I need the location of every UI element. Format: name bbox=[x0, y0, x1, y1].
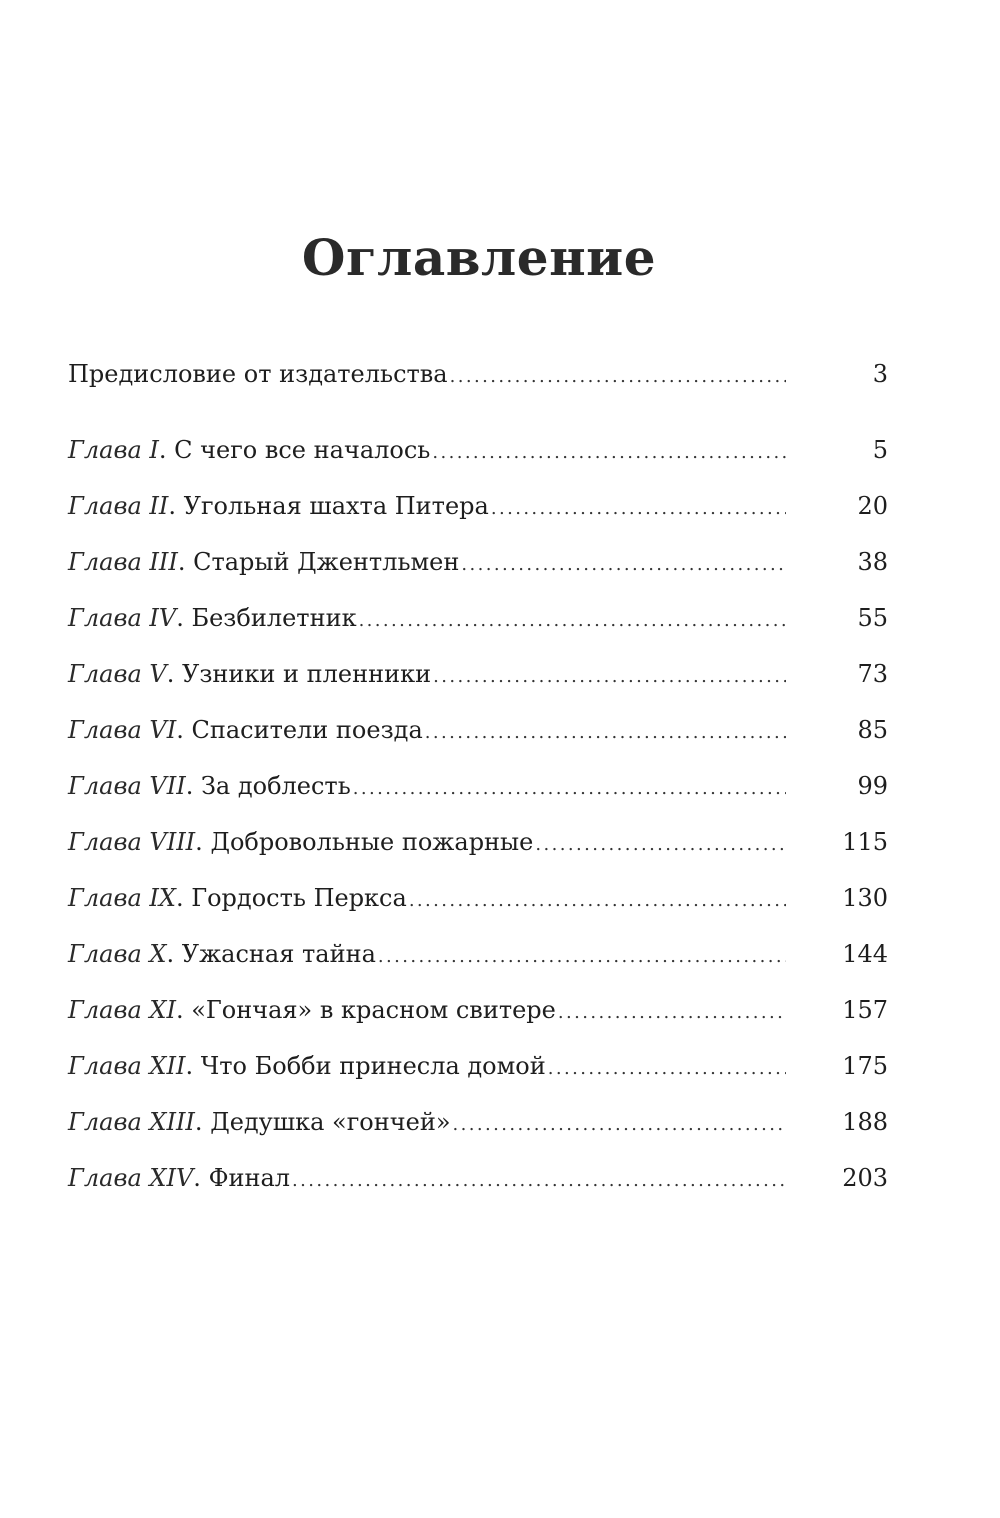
toc-page-number: 203 bbox=[842, 1164, 888, 1192]
toc-entry-chapter bbox=[68, 758, 888, 814]
chapter-title: Угольная шахта Питера bbox=[183, 492, 489, 520]
toc-entry-preface bbox=[68, 346, 888, 422]
chapter-title: Ужасная тайна bbox=[181, 940, 376, 968]
toc-page-number: 3 bbox=[872, 360, 888, 388]
toc-entry-title: Глава XIII. Дедушка «гончей» bbox=[68, 1108, 451, 1136]
toc-entry-chapter bbox=[68, 982, 888, 1038]
dot-leader bbox=[353, 761, 786, 817]
toc-entry-title: Глава VI. Спасители поезда bbox=[68, 716, 423, 744]
chapter-title: Гордость Перкса bbox=[191, 884, 407, 912]
chapter-title: Дедушка «гончей» bbox=[210, 1108, 451, 1136]
toc-entry-chapter bbox=[68, 870, 888, 926]
toc-page-number: 85 bbox=[857, 716, 888, 744]
dot-leader bbox=[433, 649, 786, 705]
chapter-label: Глава V bbox=[68, 660, 167, 688]
chapter-list bbox=[68, 422, 888, 1206]
chapter-label: Глава I bbox=[68, 436, 159, 464]
chapter-title: Что Бобби принесла домой bbox=[200, 1052, 546, 1080]
toc-entry-chapter bbox=[68, 590, 888, 646]
table-of-contents bbox=[68, 346, 888, 1206]
toc-page-number: 55 bbox=[857, 604, 888, 632]
dot-leader bbox=[450, 349, 786, 405]
toc-page-number: 20 bbox=[857, 492, 888, 520]
toc-entry-title: Глава IX. Гордость Перкса bbox=[68, 884, 407, 912]
chapter-label: Глава X bbox=[68, 940, 167, 968]
chapter-title: Безбилетник bbox=[191, 604, 357, 632]
toc-page-number: 5 bbox=[872, 436, 888, 464]
toc-entry-title: Глава III. Старый Джентльмен bbox=[68, 548, 460, 576]
toc-page-number: 157 bbox=[842, 996, 888, 1024]
chapter-title: За доблесть bbox=[200, 772, 351, 800]
toc-entry-title: Глава VIII. Добровольные пожарные bbox=[68, 828, 534, 856]
toc-entry-chapter bbox=[68, 814, 888, 870]
chapter-label: Глава VIII bbox=[68, 828, 196, 856]
dot-leader bbox=[535, 817, 786, 873]
toc-entry-title: Глава IV. Безбилетник bbox=[68, 604, 357, 632]
dot-leader bbox=[453, 1097, 786, 1153]
dot-leader bbox=[409, 873, 786, 929]
toc-entry-title: Глава XI. «Гончая» в красном свитере bbox=[68, 996, 556, 1024]
toc-page-number: 188 bbox=[842, 1108, 888, 1136]
toc-entry-chapter bbox=[68, 646, 888, 702]
toc-page-number: 73 bbox=[857, 660, 888, 688]
dot-leader bbox=[359, 593, 786, 649]
chapter-title: Добровольные пожарные bbox=[210, 828, 534, 856]
page-title: Оглавление bbox=[301, 228, 657, 287]
chapter-label: Глава III bbox=[68, 548, 178, 576]
chapter-label: Глава XI bbox=[68, 996, 176, 1024]
dot-leader bbox=[491, 481, 786, 537]
toc-entry-chapter bbox=[68, 1150, 888, 1206]
chapter-label: Глава II bbox=[68, 492, 169, 520]
chapter-label: Глава VI bbox=[68, 716, 177, 744]
toc-entry-chapter bbox=[68, 702, 888, 758]
toc-entry-title: Глава I. С чего все началось bbox=[68, 436, 431, 464]
toc-page-number: 175 bbox=[842, 1052, 888, 1080]
toc-page-number: 144 bbox=[842, 940, 888, 968]
dot-leader bbox=[558, 985, 786, 1041]
chapter-title: «Гончая» в красном свитере bbox=[191, 996, 556, 1024]
toc-entry-title: Предисловие от издательства bbox=[68, 360, 448, 388]
toc-entry-chapter bbox=[68, 534, 888, 590]
toc-page-number: 115 bbox=[842, 828, 888, 856]
toc-entry-title: Глава II. Угольная шахта Питера bbox=[68, 492, 489, 520]
chapter-label: Глава XII bbox=[68, 1052, 186, 1080]
toc-entry-chapter bbox=[68, 478, 888, 534]
toc-entry-chapter bbox=[68, 422, 888, 478]
toc-entry-chapter bbox=[68, 926, 888, 982]
toc-page-number: 99 bbox=[857, 772, 888, 800]
toc-entry-title: Глава X. Ужасная тайна bbox=[68, 940, 376, 968]
toc-entry-title: Глава XIV. Финал bbox=[68, 1164, 291, 1192]
chapter-label: Глава XIII bbox=[68, 1108, 195, 1136]
dot-leader bbox=[292, 1153, 786, 1209]
chapter-title: С чего все началось bbox=[174, 436, 431, 464]
dot-leader bbox=[461, 537, 786, 593]
chapter-title: Старый Джентльмен bbox=[193, 548, 460, 576]
chapter-title: Узники и пленники bbox=[181, 660, 432, 688]
toc-entry-title: Глава XII. Что Бобби принесла домой bbox=[68, 1052, 546, 1080]
toc-entry-chapter bbox=[68, 1094, 888, 1150]
toc-entry-title: Глава VII. За доблесть bbox=[68, 772, 351, 800]
dot-leader bbox=[378, 929, 786, 985]
chapter-label: Глава IX bbox=[68, 884, 176, 912]
chapter-title: Спасители поезда bbox=[191, 716, 423, 744]
toc-page-number: 130 bbox=[842, 884, 888, 912]
dot-leader bbox=[425, 705, 786, 761]
chapter-title: Финал bbox=[208, 1164, 291, 1192]
chapter-label: Глава VII bbox=[68, 772, 186, 800]
toc-page-number: 38 bbox=[857, 548, 888, 576]
toc-entry-title: Глава V. Узники и пленники bbox=[68, 660, 432, 688]
chapter-label: Глава IV bbox=[68, 604, 177, 632]
dot-leader bbox=[548, 1041, 786, 1097]
toc-entry-chapter bbox=[68, 1038, 888, 1094]
chapter-label: Глава XIV bbox=[68, 1164, 194, 1192]
dot-leader bbox=[432, 425, 786, 481]
